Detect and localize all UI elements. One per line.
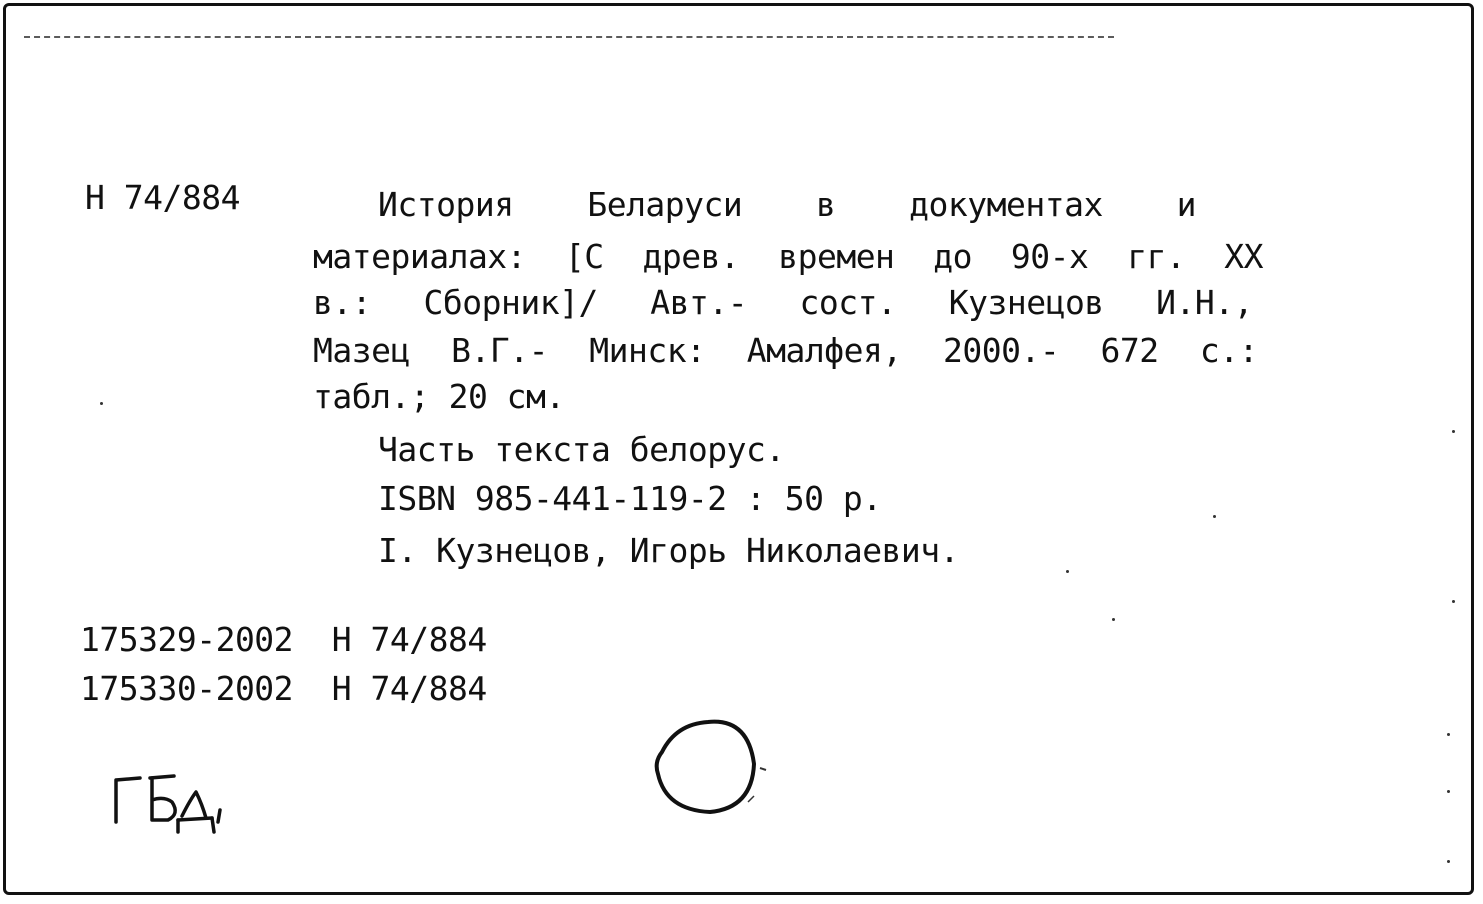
- scan-speck: [1112, 618, 1115, 621]
- word: и: [1176, 185, 1196, 224]
- word: Амалфея,: [746, 331, 902, 370]
- inventory-number: 175330-2002: [80, 669, 294, 708]
- shelf-mark: Н 74/884: [331, 620, 487, 659]
- stamp-circle: [648, 718, 778, 828]
- scan-speck: [1066, 570, 1069, 573]
- handwritten-mark: [110, 770, 240, 850]
- word: 90-х: [1010, 237, 1089, 276]
- holding-row-1: [80, 620, 487, 659]
- scan-speck: [1452, 430, 1455, 433]
- word: Кузнецов: [948, 283, 1104, 322]
- word: гг.: [1127, 237, 1186, 276]
- word: Сборник]/: [423, 283, 598, 322]
- word: в.:: [313, 283, 372, 322]
- scan-speck: [1447, 790, 1450, 793]
- scan-speck: [1447, 860, 1450, 863]
- holding-row-2: [80, 669, 487, 708]
- word: сост.: [799, 283, 897, 322]
- word: В.Г.-: [451, 331, 548, 370]
- word: времен: [778, 237, 895, 276]
- added-entry: I. Кузнецов, Игорь Николаевич.: [378, 531, 960, 570]
- word: Авт.-: [650, 283, 748, 322]
- call-number: Н 74/884: [85, 178, 240, 217]
- language-note: Часть текста белорус.: [378, 430, 785, 469]
- title-line-1: [378, 185, 1196, 224]
- word: до: [933, 237, 973, 276]
- word: Мазец: [313, 331, 410, 370]
- word: древ.: [642, 237, 740, 276]
- shelf-mark: Н 74/884: [331, 669, 487, 708]
- title-line-3: [313, 283, 1253, 322]
- word: 672: [1100, 331, 1159, 370]
- word: История: [378, 185, 514, 224]
- word: с.:: [1199, 331, 1258, 370]
- word: материалах:: [313, 237, 527, 276]
- title-line-2: [313, 237, 1263, 276]
- word: ХХ: [1224, 237, 1263, 276]
- word: 2000.-: [942, 331, 1060, 370]
- scan-speck: [1213, 515, 1216, 518]
- word: документах: [909, 185, 1103, 224]
- scan-speck: [1452, 600, 1455, 603]
- word: Минск:: [589, 331, 706, 370]
- word: [С: [564, 237, 604, 276]
- word: Беларуси: [587, 185, 743, 224]
- top-dashed-rule: [24, 36, 1114, 38]
- word: в: [816, 185, 836, 224]
- word: И.Н.,: [1156, 283, 1253, 322]
- scan-speck: [1447, 733, 1450, 736]
- scan-speck: [100, 402, 103, 405]
- isbn-line: ISBN 985-441-119-2 : 50 р.: [378, 479, 882, 518]
- inventory-number: 175329-2002: [80, 620, 294, 659]
- title-line-4: [313, 331, 1258, 370]
- title-line-5: табл.; 20 см.: [313, 377, 565, 416]
